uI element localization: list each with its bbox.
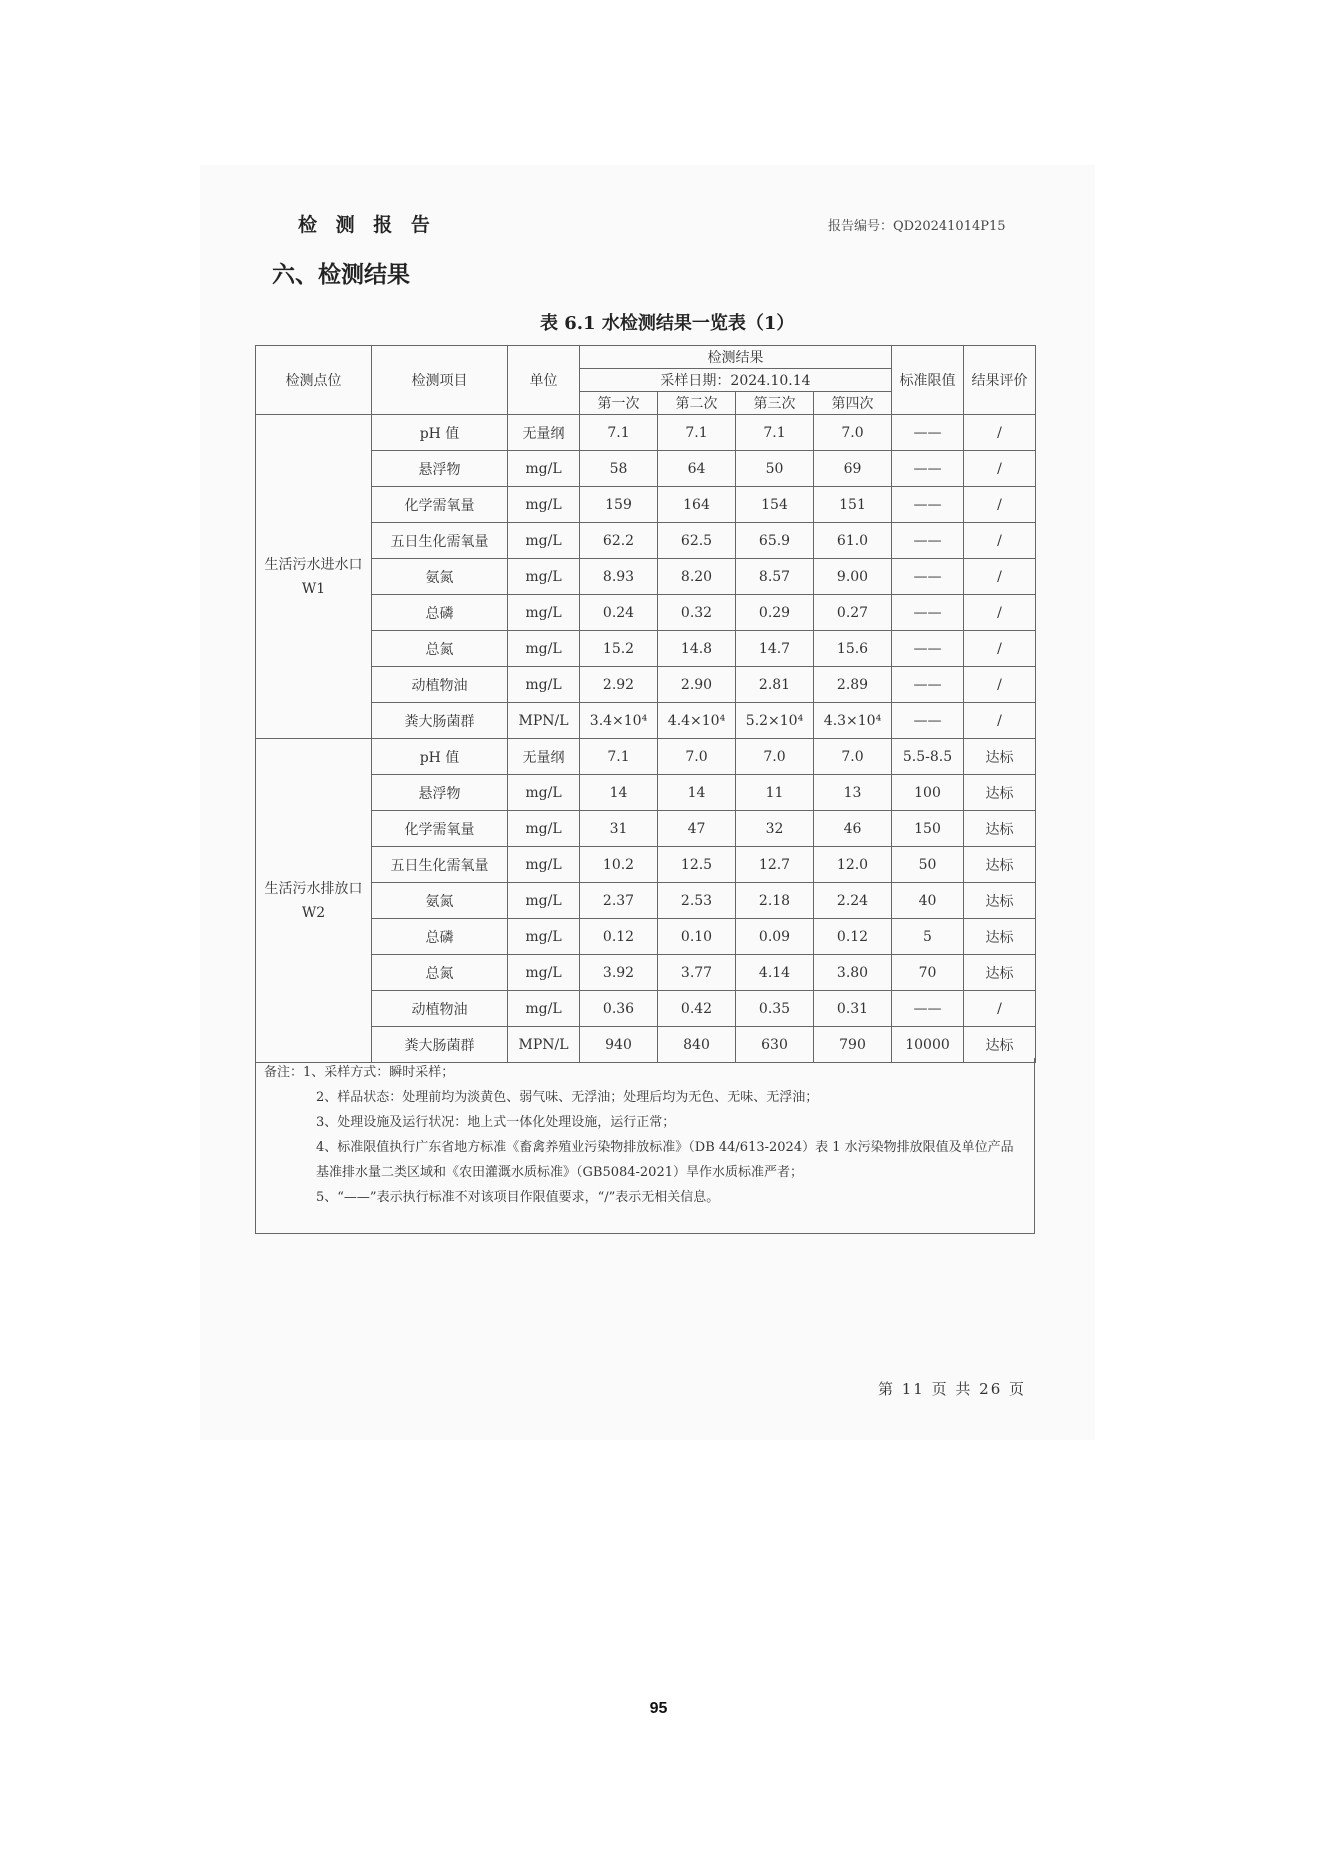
value-cell: 3.80 [814,955,892,991]
value-cell: 5.2×10⁴ [736,703,814,739]
value-cell: 159 [580,487,658,523]
table-row [256,631,1036,667]
value-cell: 10.2 [580,847,658,883]
value-cell: 0.10 [658,919,736,955]
section-title: 六、检测结果 [272,261,410,288]
limit-cell: 100 [892,775,964,811]
item-cell: 悬浮物 [372,775,508,811]
value-cell: 151 [814,487,892,523]
item-cell: 总磷 [372,919,508,955]
value-cell: 58 [580,451,658,487]
value-cell: 2.89 [814,667,892,703]
value-cell: 940 [580,1027,658,1063]
unit-cell: mg/L [508,667,580,703]
value-cell: 3.92 [580,955,658,991]
table-row [256,811,1036,847]
value-cell: 4.14 [736,955,814,991]
eval-cell: 达标 [964,919,1036,955]
value-cell: 14 [658,775,736,811]
value-cell: 7.0 [814,415,892,451]
table-row [256,595,1036,631]
note-2: 2、样品状态：处理前均为淡黄色、弱气味、无浮油；处理后均为无色、无味、无浮油； [316,1090,819,1105]
value-cell: 8.57 [736,559,814,595]
header-point: 检测点位 [256,346,372,415]
limit-cell: —— [892,487,964,523]
item-cell: 总氮 [372,955,508,991]
value-cell: 0.42 [658,991,736,1027]
limit-cell: 50 [892,847,964,883]
value-cell: 12.5 [658,847,736,883]
unit-cell: mg/L [508,811,580,847]
item-cell: 氨氮 [372,883,508,919]
value-cell: 14.7 [736,631,814,667]
limit-cell: —— [892,523,964,559]
location-cell: 生活污水排放口 W2 [256,739,372,1063]
value-cell: 61.0 [814,523,892,559]
item-cell: 悬浮物 [372,451,508,487]
limit-cell: —— [892,451,964,487]
value-cell: 2.81 [736,667,814,703]
value-cell: 62.2 [580,523,658,559]
value-cell: 0.36 [580,991,658,1027]
table-caption: 表 6.1 水检测结果一览表（1） [540,313,795,334]
eval-cell: / [964,703,1036,739]
note-3: 3、处理设施及运行状况：地上式一体化处理设施，运行正常； [316,1115,676,1130]
table-row [256,703,1036,739]
eval-cell: / [964,991,1036,1027]
value-cell: 4.4×10⁴ [658,703,736,739]
eval-cell: / [964,559,1036,595]
limit-cell: —— [892,415,964,451]
value-cell: 69 [814,451,892,487]
value-cell: 0.29 [736,595,814,631]
limit-cell: —— [892,703,964,739]
eval-cell: / [964,415,1036,451]
table-row [256,955,1036,991]
value-cell: 7.1 [580,415,658,451]
value-cell: 50 [736,451,814,487]
value-cell: 0.09 [736,919,814,955]
unit-cell: mg/L [508,775,580,811]
limit-cell: 150 [892,811,964,847]
eval-cell: / [964,595,1036,631]
header-round-1: 第一次 [580,392,658,415]
eval-cell: / [964,451,1036,487]
value-cell: 790 [814,1027,892,1063]
eval-cell: / [964,631,1036,667]
table-row [256,451,1036,487]
unit-cell: MPN/L [508,1027,580,1063]
value-cell: 9.00 [814,559,892,595]
unit-cell: mg/L [508,487,580,523]
value-cell: 0.12 [814,919,892,955]
table-row [256,415,1036,451]
value-cell: 12.0 [814,847,892,883]
header-round-2: 第二次 [658,392,736,415]
item-cell: 五日生化需氧量 [372,523,508,559]
unit-cell: mg/L [508,847,580,883]
value-cell: 7.0 [658,739,736,775]
unit-cell: mg/L [508,919,580,955]
value-cell: 7.0 [736,739,814,775]
table-row [256,919,1036,955]
value-cell: 2.37 [580,883,658,919]
note-1: 备注：1、采样方式：瞬时采样； [264,1065,455,1080]
header-round-4: 第四次 [814,392,892,415]
limit-cell: 70 [892,955,964,991]
value-cell: 14 [580,775,658,811]
eval-cell: 达标 [964,775,1036,811]
unit-cell: mg/L [508,559,580,595]
value-cell: 164 [658,487,736,523]
header-unit: 单位 [508,346,580,415]
item-cell: 总磷 [372,595,508,631]
pdf-page-number: 95 [649,1700,668,1717]
value-cell: 154 [736,487,814,523]
note-4: 4、标准限值执行广东省地方标准《畜禽养殖业污染物排放标准》（DB 44/613-2024）表 1 水污染物排放限值及单位产品基准排水量二类区域和《农田灌溉水质标准》（GB5084-2021）旱作水质标准严者； [316,1140,1014,1180]
unit-cell: 无量纲 [508,415,580,451]
value-cell: 46 [814,811,892,847]
value-cell: 32 [736,811,814,847]
eval-cell: / [964,523,1036,559]
table-row [256,739,1036,775]
results-body [256,415,1036,1063]
value-cell: 0.31 [814,991,892,1027]
eval-cell: 达标 [964,955,1036,991]
item-cell: pH 值 [372,415,508,451]
location-cell: 生活污水进水口 W1 [256,415,372,739]
item-cell: 粪大肠菌群 [372,703,508,739]
unit-cell: mg/L [508,631,580,667]
limit-cell: 10000 [892,1027,964,1063]
value-cell: 0.12 [580,919,658,955]
notes-box [255,1058,1035,1234]
value-cell: 2.90 [658,667,736,703]
report-number: 报告编号：QD20241014P15 [828,219,1006,234]
value-cell: 8.20 [658,559,736,595]
unit-cell: mg/L [508,451,580,487]
header-sampling-date: 采样日期：2024.10.14 [580,369,892,392]
value-cell: 31 [580,811,658,847]
table-row [256,523,1036,559]
limit-cell: 5.5-8.5 [892,739,964,775]
report-header-title: 检 测 报 告 [298,214,436,236]
table-row [256,775,1036,811]
value-cell: 64 [658,451,736,487]
value-cell: 3.4×10⁴ [580,703,658,739]
value-cell: 2.18 [736,883,814,919]
eval-cell: 达标 [964,811,1036,847]
item-cell: 动植物油 [372,991,508,1027]
table-row [256,991,1036,1027]
value-cell: 0.35 [736,991,814,1027]
item-cell: 动植物油 [372,667,508,703]
limit-cell: —— [892,667,964,703]
table-row [256,667,1036,703]
header-limit: 标准限值 [892,346,964,415]
eval-cell: / [964,487,1036,523]
item-cell: 化学需氧量 [372,487,508,523]
limit-cell: —— [892,595,964,631]
value-cell: 12.7 [736,847,814,883]
unit-cell: 无量纲 [508,739,580,775]
eval-cell: 达标 [964,739,1036,775]
page-number: 第 11 页 共 26 页 [878,1380,1027,1398]
unit-cell: MPN/L [508,703,580,739]
value-cell: 47 [658,811,736,847]
header-item: 检测项目 [372,346,508,415]
value-cell: 7.1 [736,415,814,451]
results-table [255,345,1036,1063]
item-cell: pH 值 [372,739,508,775]
value-cell: 2.24 [814,883,892,919]
limit-cell: —— [892,631,964,667]
value-cell: 62.5 [658,523,736,559]
eval-cell: 达标 [964,883,1036,919]
unit-cell: mg/L [508,883,580,919]
value-cell: 2.92 [580,667,658,703]
eval-cell: 达标 [964,1027,1036,1063]
unit-cell: mg/L [508,595,580,631]
value-cell: 7.1 [580,739,658,775]
item-cell: 粪大肠菌群 [372,1027,508,1063]
header-round-3: 第三次 [736,392,814,415]
limit-cell: —— [892,991,964,1027]
value-cell: 65.9 [736,523,814,559]
value-cell: 11 [736,775,814,811]
item-cell: 氨氮 [372,559,508,595]
header-results: 检测结果 [580,346,892,369]
item-cell: 总氮 [372,631,508,667]
value-cell: 4.3×10⁴ [814,703,892,739]
value-cell: 15.6 [814,631,892,667]
value-cell: 14.8 [658,631,736,667]
table-row [256,559,1036,595]
value-cell: 13 [814,775,892,811]
limit-cell: 5 [892,919,964,955]
value-cell: 840 [658,1027,736,1063]
value-cell: 3.77 [658,955,736,991]
item-cell: 五日生化需氧量 [372,847,508,883]
value-cell: 630 [736,1027,814,1063]
note-5: 5、“——”表示执行标准不对该项目作限值要求，“/”表示无相关信息。 [316,1190,720,1205]
table-row [256,847,1036,883]
item-cell: 化学需氧量 [372,811,508,847]
value-cell: 7.0 [814,739,892,775]
value-cell: 0.32 [658,595,736,631]
value-cell: 8.93 [580,559,658,595]
table-row [256,883,1036,919]
unit-cell: mg/L [508,523,580,559]
header-eval: 结果评价 [964,346,1036,415]
limit-cell: 40 [892,883,964,919]
unit-cell: mg/L [508,991,580,1027]
unit-cell: mg/L [508,955,580,991]
eval-cell: / [964,667,1036,703]
limit-cell: —— [892,559,964,595]
value-cell: 2.53 [658,883,736,919]
value-cell: 7.1 [658,415,736,451]
table-row [256,487,1036,523]
value-cell: 0.27 [814,595,892,631]
value-cell: 15.2 [580,631,658,667]
value-cell: 0.24 [580,595,658,631]
eval-cell: 达标 [964,847,1036,883]
